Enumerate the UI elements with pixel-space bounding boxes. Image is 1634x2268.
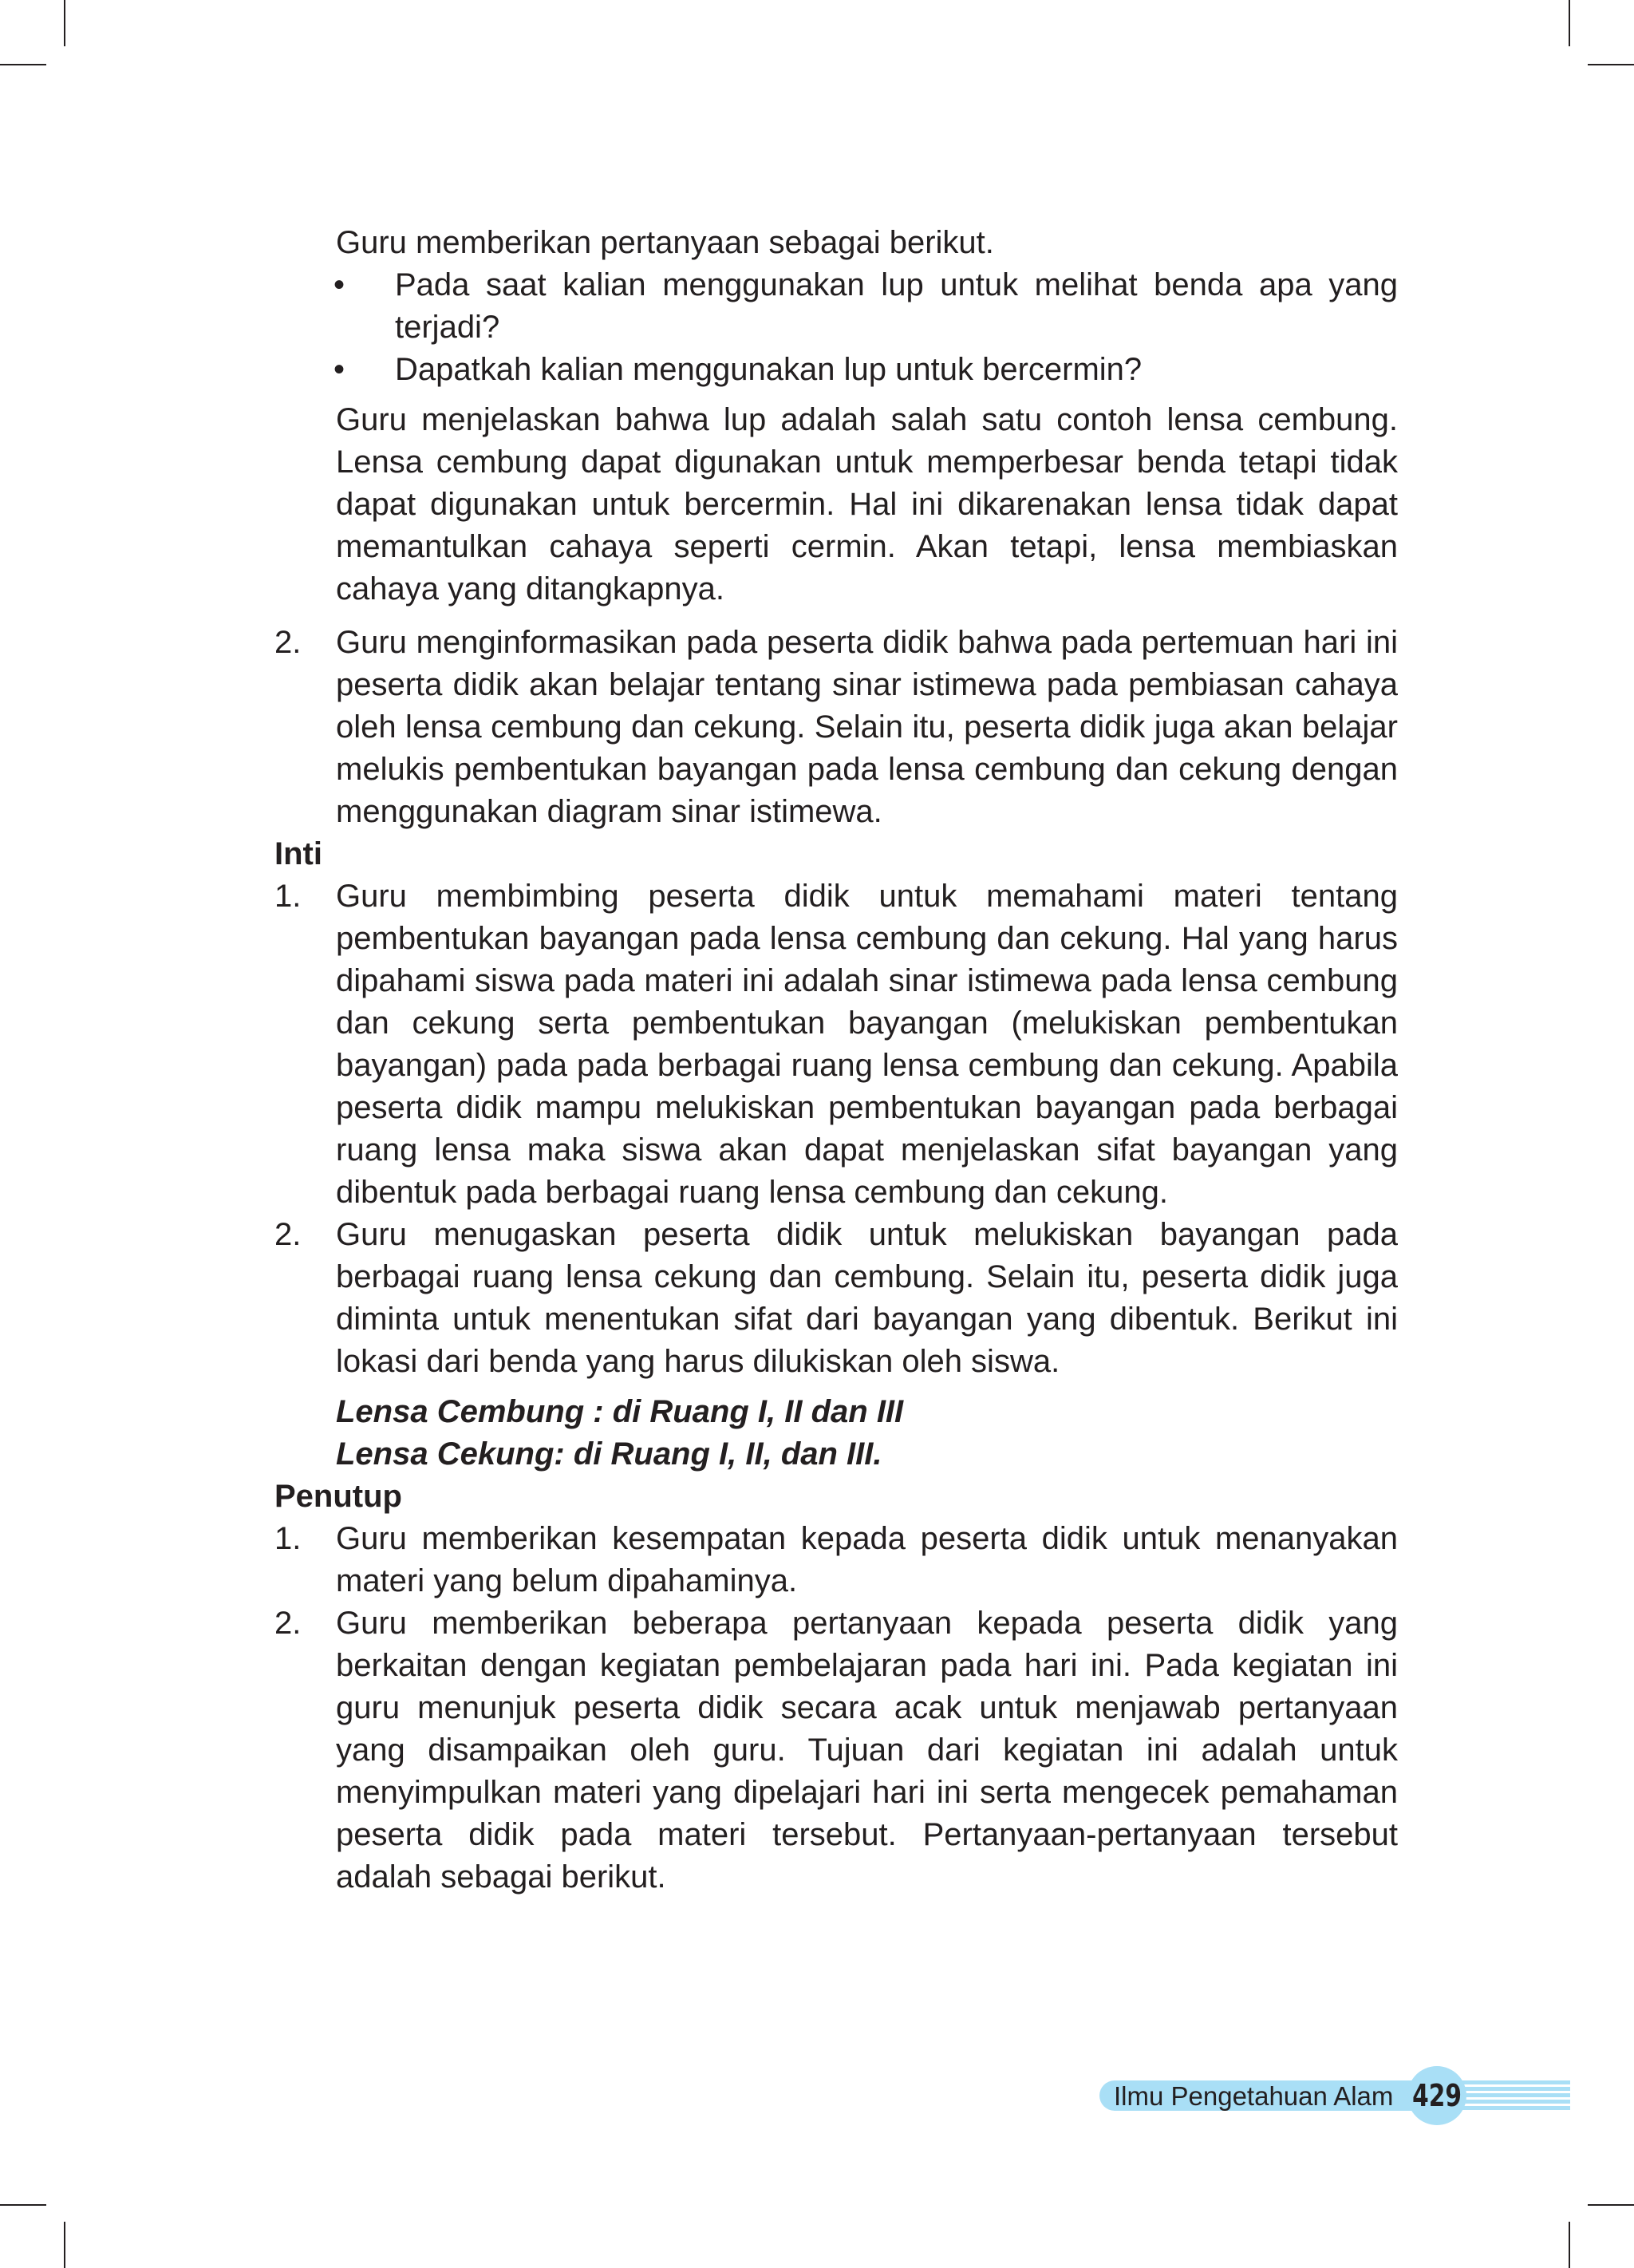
inti-item-2 xyxy=(274,1214,1398,1383)
bullet-mark: • xyxy=(334,267,345,302)
item-text: Guru menugaskan peserta didik untuk melukiskan bayangan pada berbagai ruang lensa cekung dan cembung. Selain itu, peserta didik juga diminta untuk menentukan sifat dari bayangan yang dibentuk. Berikut ini lokasi dari benda yang harus dilukiskan oleh siswa. xyxy=(336,1217,1398,1379)
location-cembung: Lensa Cembung : di Ruang I, II dan III xyxy=(336,1394,904,1429)
intro-item-2 xyxy=(274,622,1398,833)
intro-lead: Guru memberikan pertanyaan sebagai berikut. xyxy=(336,225,994,260)
intro-bullet-item xyxy=(274,349,1398,391)
crop-mark-bottom-left-h xyxy=(0,2204,46,2206)
item-text: Guru membimbing peserta didik untuk memahami materi tentang pembentukan bayangan pada lensa cembung dan cekung. Hal yang harus dipahami siswa pada materi ini adalah sinar istimewa pada lensa cembung dan cekung serta pembentukan bayangan (melukiskan pembentukan bayangan) pada pada berbagai ruang lensa cembung dan cekung. Apabila peserta didik mampu melukiskan pembentukan bayangan pada berbagai ruang lensa maka siswa akan dapat menjelaskan sifat bayangan yang dibentuk pada berbagai ruang lensa cembung dan cekung. xyxy=(336,879,1398,1210)
crop-mark-top-left-h xyxy=(0,64,46,65)
item-text: Guru memberikan beberapa pertanyaan kepada peserta didik yang berkaitan dengan kegiatan pembelajaran pada hari ini. Pada kegiatan ini guru menunjuk peserta didik secara acak untuk menjawab pertanyaan yang disampaikan oleh guru. Tujuan dari kegiatan ini adalah untuk menyimpulkan materi yang dipelajari hari ini serta mengecek pemahaman peserta didik pada materi tersebut. Pertanyaan-pertanyaan tersebut adalah sebagai berikut. xyxy=(336,1606,1398,1895)
page-content xyxy=(274,222,1398,1899)
intro-bullet-text: Pada saat kalian menggunakan lup untuk melihat benda apa yang terjadi? xyxy=(395,267,1398,345)
crop-mark-top-left-v xyxy=(64,0,65,46)
inti-item-1 xyxy=(274,875,1398,1214)
item-text: Guru menginformasikan pada peserta didik bahwa pada pertemuan hari ini peserta didik akan belajar tentang sinar istimewa pada pembiasan cahaya oleh lensa cembung dan cekung. Selain itu, peserta didik juga akan belajar melukis pembentukan bayangan pada lensa cembung dan cekung dengan menggunakan diagram sinar istimewa. xyxy=(336,625,1398,829)
item-number: 1. xyxy=(274,1521,302,1556)
penutup-item-1 xyxy=(274,1518,1398,1602)
book-title: Ilmu Pengetahuan Alam xyxy=(1114,2081,1394,2111)
intro-explanation: Guru menjelaskan bahwa lup adalah salah satu contoh lensa cembung. Lensa cembung dapat digunakan untuk memperbesar benda tetapi tidak dapat digunakan untuk bercermin. Hal ini dikarenakan lensa tidak dapat memantulkan cahaya seperti cermin. Akan tetapi, lensa membiaskan cahaya yang ditangkapnya. xyxy=(336,402,1398,607)
crop-mark-top-right-v xyxy=(1569,0,1570,46)
location-cekung: Lensa Cekung: di Ruang I, II, dan III. xyxy=(336,1436,882,1472)
intro-bullet-text: Dapatkah kalian menggunakan lup untuk bercermin? xyxy=(395,352,1143,387)
page-number: 429 xyxy=(1412,2078,1462,2113)
page-footer xyxy=(1099,2066,1570,2122)
crop-mark-top-right-h xyxy=(1588,64,1634,65)
crop-mark-bottom-left-v xyxy=(64,2222,65,2268)
item-text: Guru memberikan kesempatan kepada peserta didik untuk menanyakan materi yang belum dipahaminya. xyxy=(336,1521,1398,1598)
item-number: 2. xyxy=(274,1217,302,1252)
item-number: 1. xyxy=(274,879,302,914)
section-heading-inti: Inti xyxy=(274,836,322,871)
penutup-item-2 xyxy=(274,1602,1398,1899)
crop-mark-bottom-right-h xyxy=(1588,2204,1634,2206)
intro-bullet-item xyxy=(274,264,1398,349)
item-number: 2. xyxy=(274,1606,302,1641)
crop-mark-bottom-right-v xyxy=(1569,2222,1570,2268)
item-number: 2. xyxy=(274,625,302,660)
section-heading-penutup: Penutup xyxy=(274,1479,402,1514)
bullet-mark: • xyxy=(334,352,345,387)
